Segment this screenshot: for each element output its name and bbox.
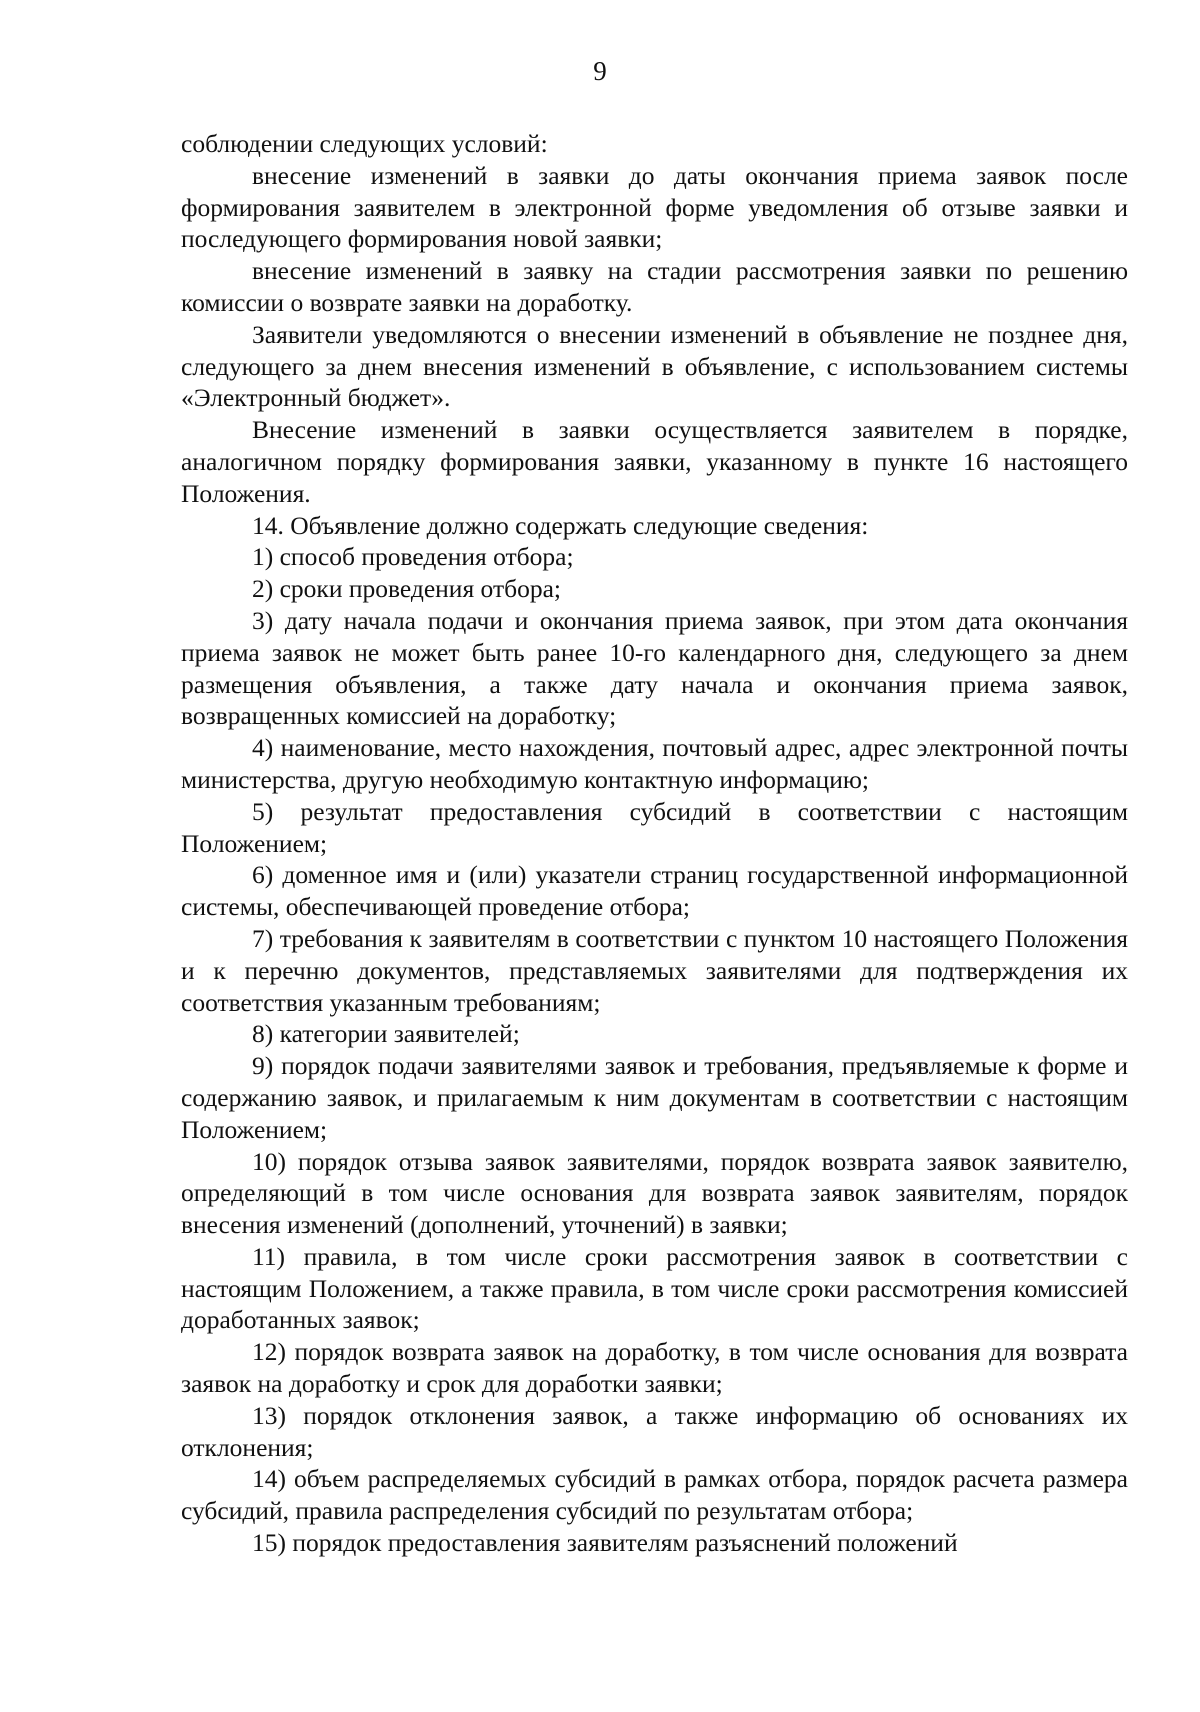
- list-item-10: 10) порядок отзыва заявок заявителями, порядок возврата заявок заявителю, определяющий в том числе основания для возврата заявок заявителям, порядок внесения изменений (дополнений, уточнений) в заявки;: [181, 1146, 1128, 1240]
- list-item-13: 13) порядок отклонения заявок, а также информацию об основаниях их отклонения;: [181, 1400, 1128, 1462]
- paragraph-continuation: соблюдении следующих условий:: [181, 129, 548, 158]
- page-number: 9: [593, 56, 607, 86]
- list-item-12: 12) порядок возврата заявок на доработку, в том числе основания для возврата заявок на доработку и срок для доработки заявки;: [181, 1337, 1128, 1399]
- list-item-2: 2) сроки проведения отбора;: [252, 574, 561, 604]
- list-item-5: 5) результат предоставления субсидий в соответствии с настоящим Положением;: [181, 796, 1128, 858]
- list-item-4: 4) наименование, место нахождения, почтовый адрес, адрес электронной почты министерства, другую необходимую контактную информацию;: [181, 733, 1128, 794]
- list-item-8: 8) категории заявителей;: [252, 1019, 520, 1049]
- list-item-7: 7) требования к заявителям в соответствии с пунктом 10 настоящего Положения и к перечню документов, представляемых заявителями для подтверждения их соответствия указанным требованиям;: [181, 923, 1128, 1017]
- body-text: [181, 128, 1128, 1559]
- paragraph-changes: Внесение изменений в заявки осуществляется заявителем в порядке, аналогичном порядку формирования заявки, указанному в пункте 16 настоящего Положения.: [181, 415, 1128, 508]
- list-item-6: 6) доменное имя и (или) указатели страниц государственной информационной системы, обеспечивающей проведение отбора;: [181, 860, 1128, 922]
- paragraph-notification: Заявители уведомляются о внесении изменений в объявление не позднее дня, следующего за днем внесения изменений в объявление, с использованием системы «Электронный бюджет».: [181, 319, 1128, 413]
- list-item-11: 11) правила, в том числе сроки рассмотрения заявок в соответствии с настоящим Положением, а также правила, в том числе сроки рассмотрения комиссией доработанных заявок;: [181, 1241, 1128, 1335]
- list-item-9: 9) порядок подачи заявителями заявок и требования, предъявляемые к форме и содержанию заявок, и прилагаемым к ним документам в соответствии с настоящим Положением;: [181, 1051, 1128, 1144]
- paragraph-condition-2: внесение изменений в заявку на стадии рассмотрения заявки по решению комиссии о возврате заявки на доработку.: [181, 256, 1128, 317]
- list-item-15: 15) порядок предоставления заявителям разъяснений положений: [252, 1528, 958, 1558]
- list-item-14: 14) объем распределяемых субсидий в рамках отбора, порядок расчета размера субсидий, правила распределения субсидий по результатам отбора;: [181, 1464, 1128, 1526]
- list-item-3: 3) дату начала подачи и окончания приема заявок, при этом дата окончания приема заявок не может быть ранее 10-го календарного дня, следующего за днем размещения объявления, а также дату начала и окончания приема заявок, возвращенных комиссией на доработку;: [181, 605, 1128, 731]
- list-item-1: 1) способ проведения отбора;: [252, 542, 574, 572]
- paragraph-section-14: 14. Объявление должно содержать следующие сведения:: [252, 510, 869, 540]
- paragraph-condition-1: внесение изменений в заявки до даты окончания приема заявок после формирования заявителем в электронной форме уведомления об отзыве заявки и последующего формирования новой заявки;: [181, 160, 1128, 254]
